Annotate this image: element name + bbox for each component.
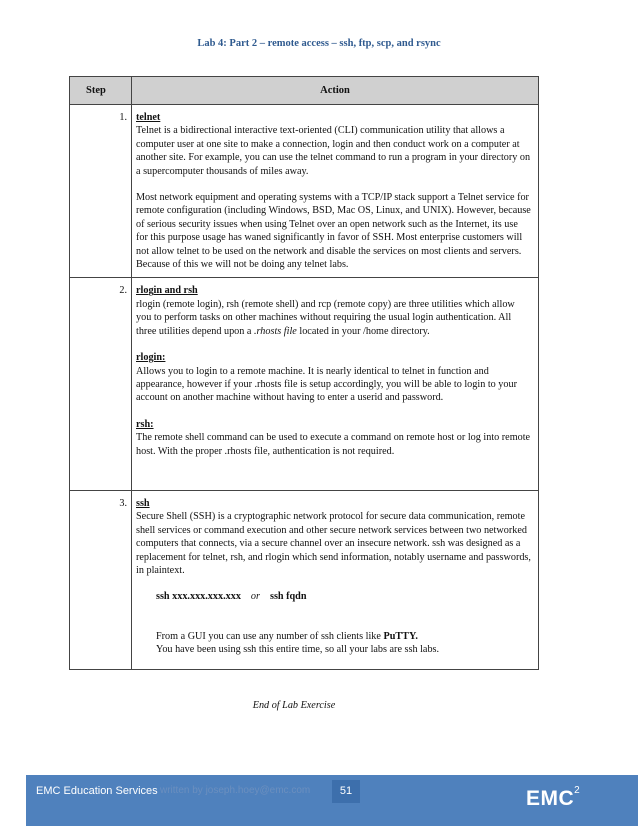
ssh-labs-note: You have been using ssh this entire time, so all your labs are ssh labs. — [156, 644, 440, 656]
step-action — [132, 278, 539, 490]
step-title-telnet: telnet — [136, 112, 161, 123]
step-number: 2. — [70, 278, 132, 490]
lab-steps-table — [69, 76, 539, 670]
rlogin-rsh-paragraph: rlogin (remote login), rsh (remote shell) and rcp (remote copy) are three utilities which allow you to perform tasks on other machines without requiring the usual login authentication. All three utilities depend upon a .rhosts file located in your /home directory. — [136, 298, 515, 337]
step-action — [132, 105, 539, 278]
step-number: 1. — [70, 105, 132, 278]
telnet-paragraph-2: Most network equipment and operating systems with a TCP/IP stack support a Telnet service for remote configuration (including Windows, BSD, Mac OS, Linux, and UNIX). However, because of serious security issues when using Telnet over an open network such as the Internet, its use for this purpose usage has waned significantly in favor of SSH. Most enterprise customers will not allow telnet to be used on the network and disable the services on most clients and servers. Because of this we will not be doing any telnet labs. — [136, 192, 531, 271]
ssh-gui-note: From a GUI you can use any number of ssh clients like PuTTY. — [156, 630, 418, 642]
step-number: 3. — [70, 490, 132, 669]
telnet-paragraph-1: Telnet is a bidirectional interactive text-oriented (CLI) communication utility that allows a computer user at one site to make a connection, login and then conduct work on a computer at another site. For example, you can use the telnet command to run a program in your directory on a supercomputer thousands of miles away. — [136, 125, 531, 177]
step-title-rlogin-rsh: rlogin and rsh — [136, 285, 198, 297]
rsh-paragraph: The remote shell command can be used to execute a command on remote host or log into remote host. With the proper .rhosts file, authentication is not required. — [136, 432, 531, 457]
page-footer — [26, 775, 638, 826]
subtitle-rsh: rsh: — [136, 418, 154, 430]
ssh-paragraph: Secure Shell (SSH) is a cryptographic network protocol for secure data communication, remote shell services or command execution and other secure network services between two networked computers that connects, via a secure channel over an insecure network. ssh was designed as a replacement for telnet, rsh, and rlogin which send information, notably username and passwords, in plaintext. — [136, 511, 531, 576]
column-header-step: Step — [70, 77, 132, 105]
table-row — [70, 105, 539, 278]
rlogin-paragraph: Allows you to login to a remote machine. It is nearly identical to telnet in function and appearance, however if your .rhosts file is setup accordingly, you will be able to login to your account on another machine without having to enter a userid and password. — [136, 365, 517, 404]
table-header-row — [70, 77, 539, 105]
page-header: Lab 4: Part 2 – remote access – ssh, ftp, scp, and rsync — [197, 38, 441, 49]
column-header-action: Action — [132, 77, 539, 105]
subtitle-rlogin: rlogin: — [136, 352, 166, 364]
table-row — [70, 278, 539, 490]
step-title-ssh: ssh — [136, 497, 150, 509]
end-of-lab-text: End of Lab Exercise — [252, 700, 336, 711]
page-number: 51 — [332, 780, 360, 803]
table-row — [70, 490, 539, 669]
footer-org: EMC Education Services — [36, 785, 158, 797]
step-action — [132, 490, 539, 669]
ssh-command-example: ssh xxx.xxx.xxx.xxx or ssh fqdn — [156, 591, 307, 603]
emc-logo: EMC$^2$ — [526, 785, 581, 810]
footer-author: written by joseph.hoey@emc.com — [160, 785, 311, 796]
